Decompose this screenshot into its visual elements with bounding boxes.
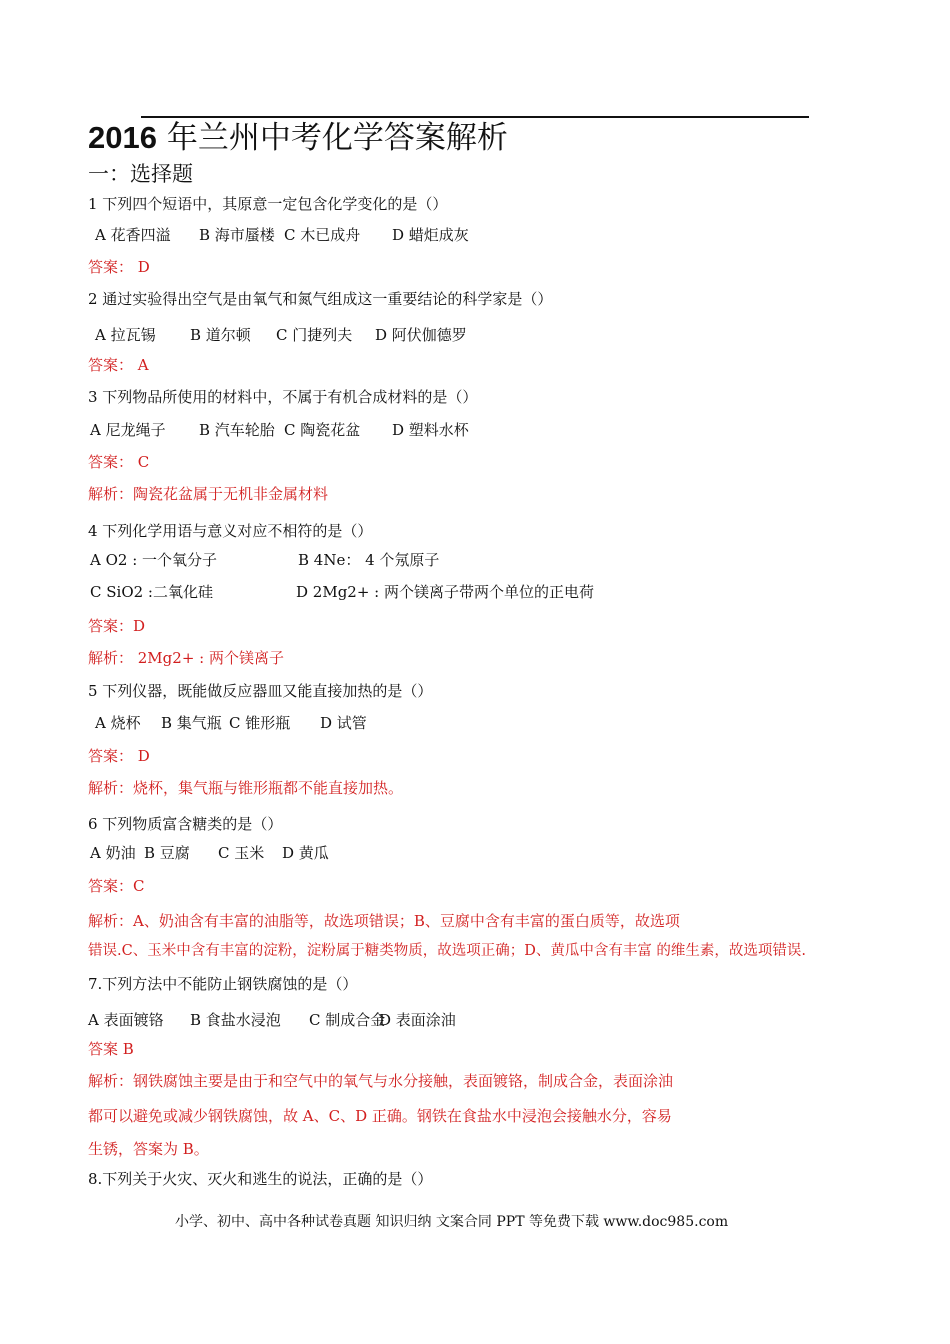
- q1-answer: 答案： D: [88, 258, 150, 276]
- q5-option-b: B 集气瓶: [161, 714, 222, 732]
- q6-option-b: B 豆腐: [144, 844, 190, 862]
- section-heading: 一：选择题: [88, 162, 193, 186]
- q7-answer: 答案 B: [88, 1040, 134, 1058]
- q6-explanation-line-2: 错误.C、玉米中含有丰富的淀粉，淀粉属于糖类物质，故选项正确；D、黄瓜中含有丰富 的维生素，故选项错误.: [88, 943, 807, 959]
- q1-option-c: C 木已成舟: [284, 226, 361, 244]
- title-year: 2016: [88, 120, 157, 155]
- q3-option-a: A 尼龙绳子: [90, 421, 166, 439]
- q5-answer: 答案： D: [88, 747, 150, 765]
- question-4: 4 下列化学用语与意义对应不相符的是（）: [88, 522, 373, 540]
- question-5: 5 下列仪器，既能做反应器皿又能直接加热的是（）: [88, 682, 433, 700]
- q7-option-a: A 表面镀铬: [88, 1011, 164, 1029]
- q2-answer: 答案： A: [88, 356, 149, 374]
- q3-explanation: 解析：陶瓷花盆属于无机非金属材料: [88, 485, 329, 503]
- question-1: 1 下列四个短语中，其原意一定包含化学变化的是（）: [88, 195, 448, 213]
- q4-option-d: D 2Mg2+ : 两个镁离子带两个单位的正电荷: [296, 583, 595, 601]
- q7-explanation-line-2: 都可以避免或减少钢铁腐蚀，故 A、C、D 正确。钢铁在食盐水中浸泡会接触水分，容易: [88, 1107, 672, 1125]
- q6-option-c: C 玉米: [218, 844, 265, 862]
- q1-option-d: D 蜡炬成灰: [392, 226, 469, 244]
- question-6: 6 下列物质富含糖类的是（）: [88, 815, 283, 833]
- page-title: [88, 116, 508, 160]
- q4-option-a: A O2 : 一个氧分子: [90, 551, 218, 569]
- title-text: 年兰州中考化学答案解析: [156, 120, 508, 156]
- question-3: 3 下列物品所使用的材料中，不属于有机合成材料的是（）: [88, 388, 478, 406]
- q2-option-b: B 道尔顿: [190, 326, 251, 344]
- q6-explanation-line-1: 解析：A、奶油含有丰富的油脂等，故选项错误；B、豆腐中含有丰富的蛋白质等，故选项: [88, 912, 680, 930]
- question-2: 2 通过实验得出空气是由氧气和氮气组成这一重要结论的科学家是（）: [88, 290, 553, 308]
- question-8: 8.下列关于火灾、灭火和逃生的说法，正确的是（）: [88, 1170, 433, 1188]
- q4-option-b: B 4Ne： 4 个氖原子: [298, 551, 440, 569]
- q5-option-a: A 烧杯: [95, 714, 141, 732]
- q2-option-a: A 拉瓦锡: [95, 326, 156, 344]
- q3-option-d: D 塑料水杯: [392, 421, 469, 439]
- q4-explanation: 解析： 2Mg2+ : 两个镁离子: [88, 649, 284, 667]
- q7-explanation-line-3: 生锈，答案为 B。: [88, 1140, 209, 1158]
- q1-option-a: A 花香四溢: [95, 226, 171, 244]
- q5-explanation: 解析：烧杯，集气瓶与锥形瓶都不能直接加热。: [88, 779, 404, 797]
- q6-answer: 答案：C: [88, 877, 145, 895]
- q6-option-a: A 奶油: [90, 844, 136, 862]
- q5-option-c: C 锥形瓶: [229, 714, 291, 732]
- q6-option-d: D 黄瓜: [282, 844, 329, 862]
- q7-option-d: D 表面涂油: [379, 1011, 456, 1029]
- q3-answer: 答案： C: [88, 453, 150, 471]
- q7-option-c: C 制成合金: [309, 1011, 386, 1029]
- question-7: 7.下列方法中不能防止钢铁腐蚀的是（）: [88, 975, 358, 993]
- q5-option-d: D 试管: [320, 714, 367, 732]
- q3-option-b: B 汽车轮胎: [199, 421, 275, 439]
- page-footer: 小学、初中、高中各种试卷真题 知识归纳 文案合同 PPT 等免费下载 www.doc985.com: [175, 1214, 729, 1230]
- q4-option-c: C SiO2 :二氧化硅: [90, 583, 213, 601]
- q2-option-d: D 阿伏伽德罗: [375, 326, 467, 344]
- q2-option-c: C 门捷列夫: [276, 326, 353, 344]
- q7-option-b: B 食盐水浸泡: [190, 1011, 281, 1029]
- q7-explanation-line-1: 解析：钢铁腐蚀主要是由于和空气中的氧气与水分接触，表面镀铬，制成合金，表面涂油: [88, 1072, 674, 1090]
- q3-option-c: C 陶瓷花盆: [284, 421, 361, 439]
- q4-answer: 答案：D: [88, 617, 146, 635]
- q1-option-b: B 海市蜃楼: [199, 226, 275, 244]
